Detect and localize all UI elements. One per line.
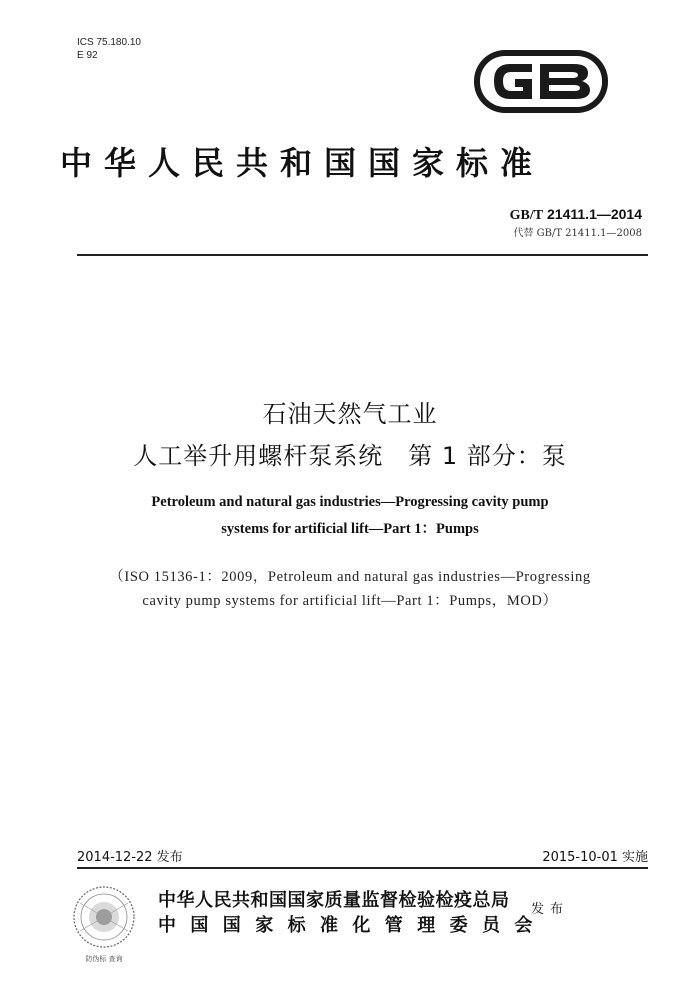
iso-reference-line2: cavity pump systems for artificial lift—Part 1：Pumps，MOD） xyxy=(142,593,558,609)
ics-code: ICS 75.180.10 xyxy=(77,37,141,48)
issue-date: 2014-12-22 发布 xyxy=(77,850,183,865)
issuer-sac: 中国国家标准化管理委员会 xyxy=(158,915,547,936)
en-title-line2: systems for artificial lift—Part 1：Pumps xyxy=(221,521,479,537)
ccs-code: E 92 xyxy=(77,50,98,61)
en-title-line1: Petroleum and natural gas industries—Progressing cavity pump xyxy=(151,494,549,510)
classification-codes xyxy=(77,36,141,62)
issuer-aqsiq: 中华人民共和国国家质量监督检验检疫总局 xyxy=(158,890,510,911)
standard-number xyxy=(510,206,642,224)
top-divider xyxy=(77,254,648,256)
zh-title-line1: 石油天然气工业 xyxy=(262,400,438,428)
implementation-date: 2015-10-01 实施 xyxy=(542,850,648,865)
bottom-divider xyxy=(77,867,648,869)
anti-counterfeit-seal-icon xyxy=(64,883,148,967)
zh-title-line2: 人工举升用螺杆泵系统 第 1 部分：泵 xyxy=(133,442,567,470)
national-standard-title: 中华人民共和国国家标准 xyxy=(60,144,545,182)
standard-code: 21411.1—2014 xyxy=(547,206,642,222)
gb-logo-icon xyxy=(470,44,612,119)
standard-prefix: GB/T xyxy=(509,208,544,223)
publish-label: 发布 xyxy=(531,902,570,917)
seal-caption: 防伪标 查询 xyxy=(85,955,123,963)
iso-reference-line1: （ISO 15136-1：2009，Petroleum and natural gas industries—Progressing xyxy=(109,569,591,585)
replaces-note: 代替 GB/T 21411.1—2008 xyxy=(513,228,642,239)
